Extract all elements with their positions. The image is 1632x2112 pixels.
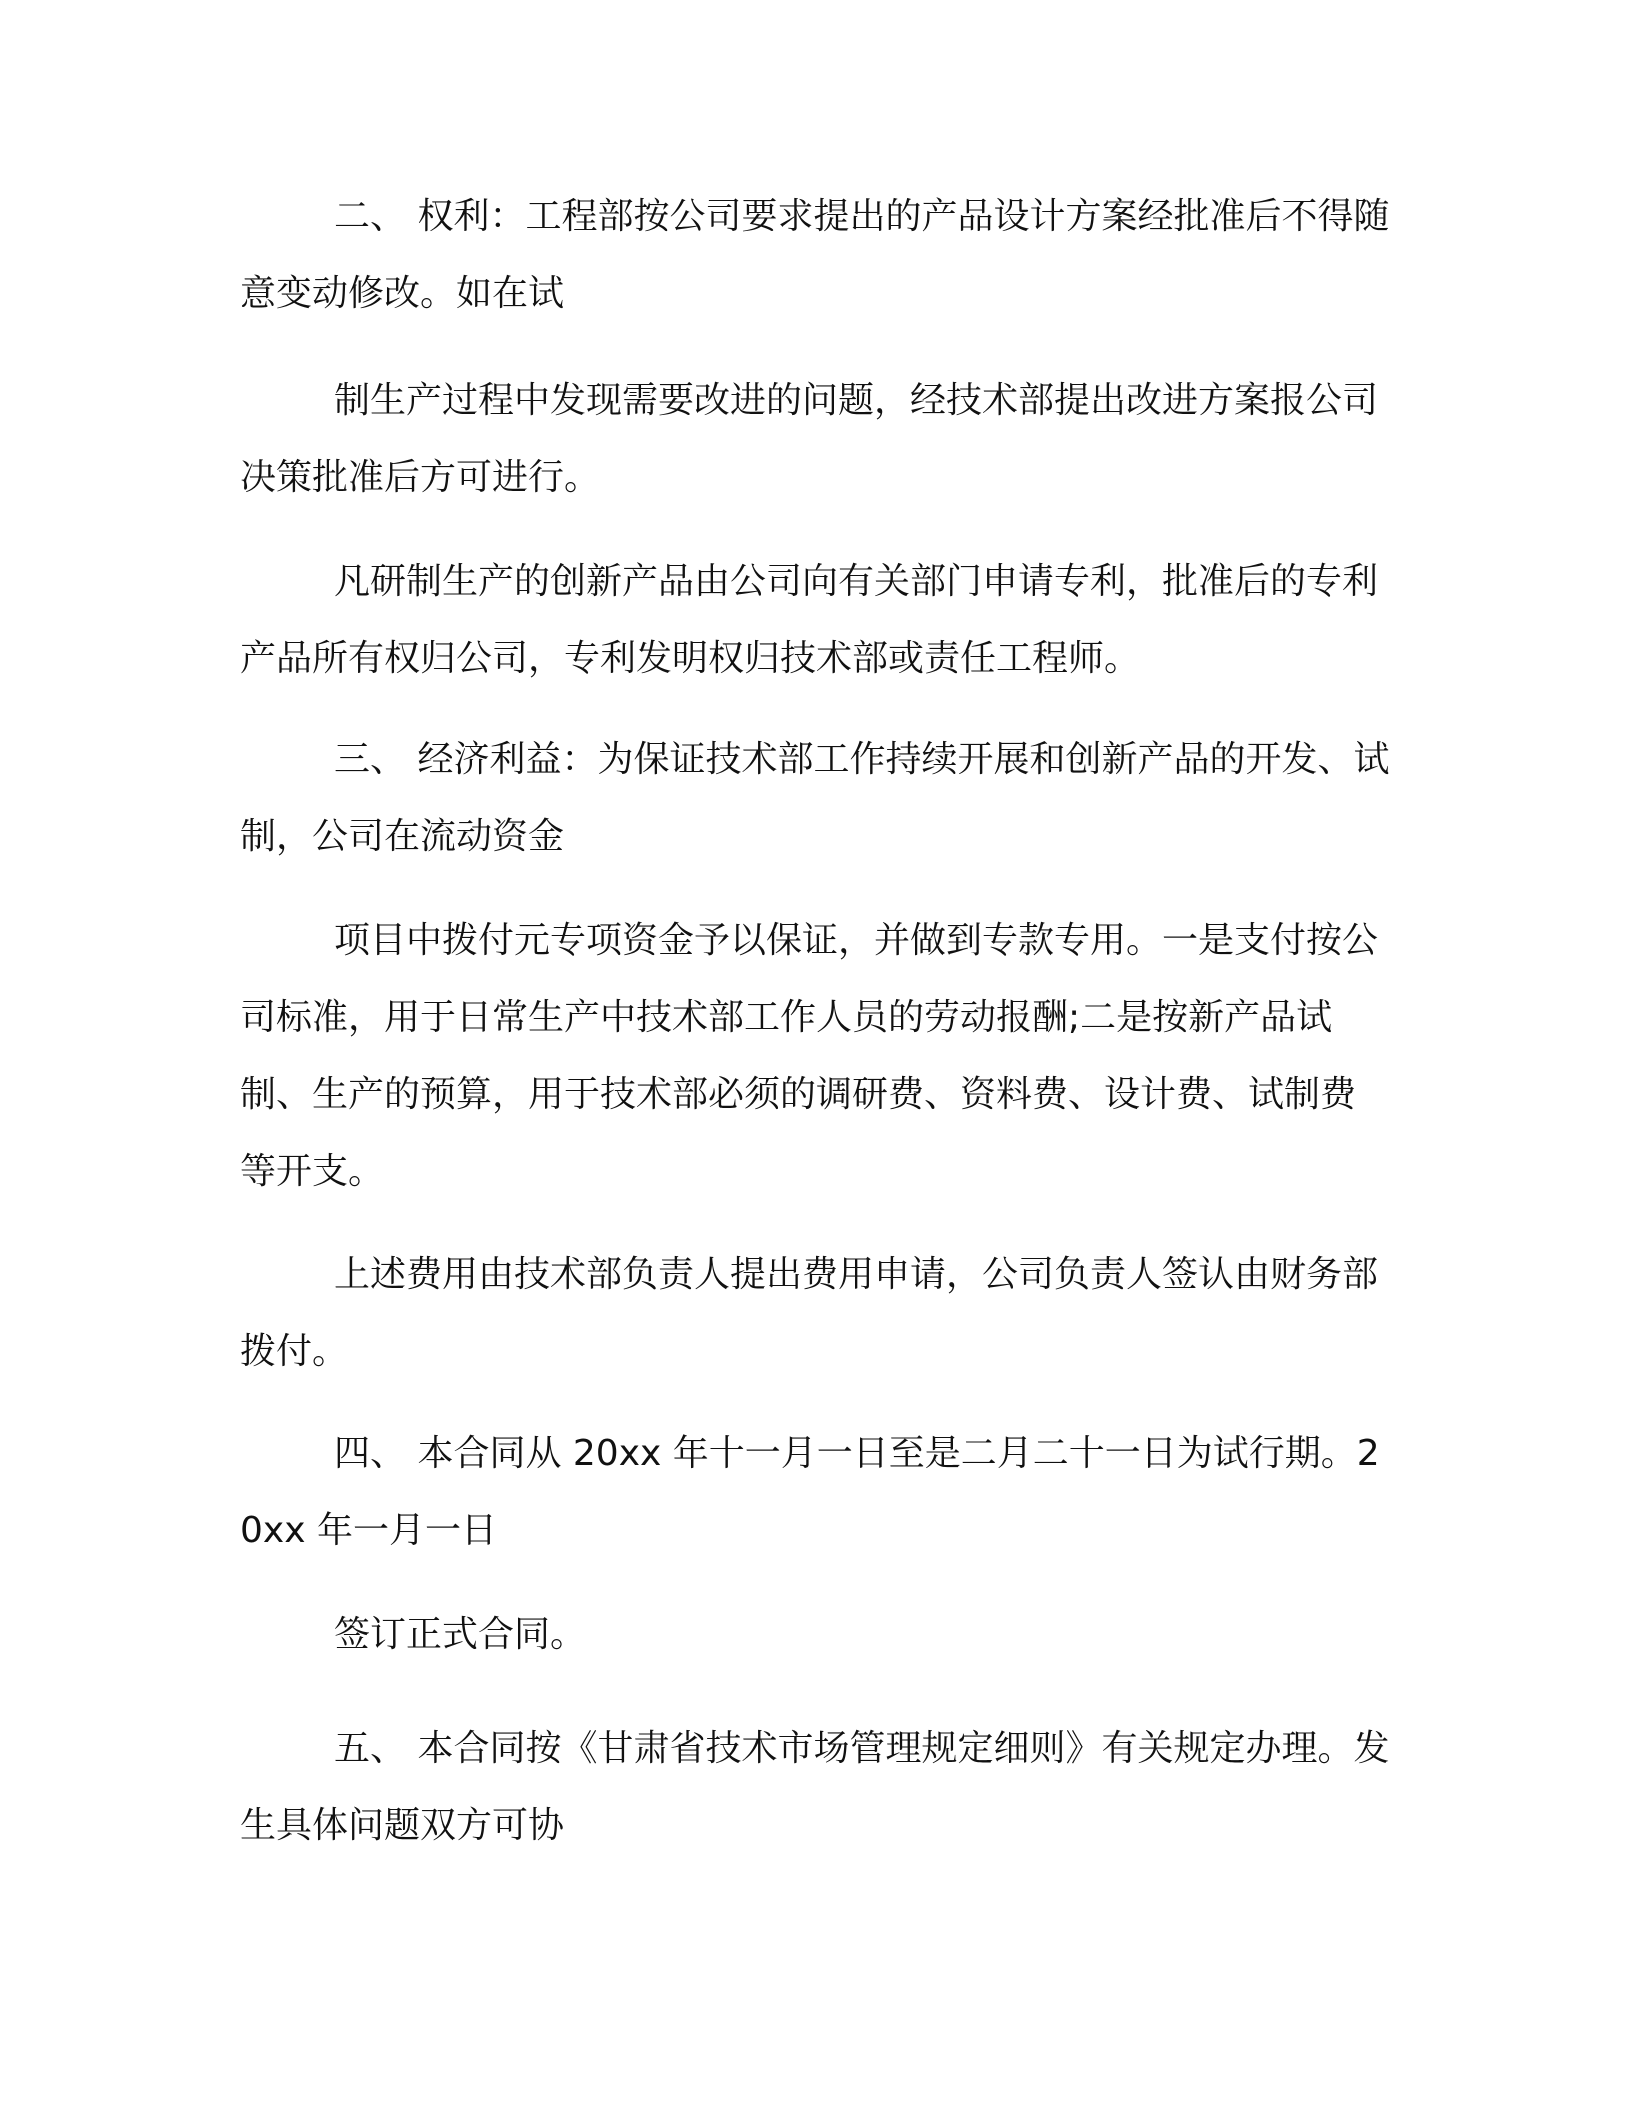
paragraph-rights: 二、 权利：工程部按公司要求提出的产品设计方案经批准后不得随意变动修改。如在试 xyxy=(240,196,1390,314)
paragraph-formal-contract: 签订正式合同。 xyxy=(334,1614,587,1655)
paragraph-trial-period: 四、 本合同从 20xx 年十一月一日至是二月二十一日为试行期。20xx 年一月一日 xyxy=(240,1433,1380,1551)
paragraph-special-funds: 项目中拨付元专项资金予以保证，并做到专款专用。一是支付按公司标准，用于日常生产中技术部工作人员的劳动报酬;二是按新产品试制、生产的预算，用于技术部必须的调研费、资料费、设计费、试制费等开支。 xyxy=(240,920,1379,1192)
paragraph-regulations: 五、 本合同按《甘肃省技术市场管理规定细则》有关规定办理。发生具体问题双方可协 xyxy=(240,1728,1390,1846)
paragraph-expense-approval: 上述费用由技术部负责人提出费用申请，公司负责人签认由财务部拨付。 xyxy=(240,1254,1379,1372)
paragraph-patent: 凡研制生产的创新产品由公司向有关部门申请专利，批准后的专利产品所有权归公司，专利发明权归技术部或责任工程师。 xyxy=(240,561,1379,679)
paragraph-economic-benefits: 三、 经济利益：为保证技术部工作持续开展和创新产品的开发、试制，公司在流动资金 xyxy=(240,739,1390,857)
paragraph-trial-production: 制生产过程中发现需要改进的问题，经技术部提出改进方案报公司决策批准后方可进行。 xyxy=(240,380,1379,498)
